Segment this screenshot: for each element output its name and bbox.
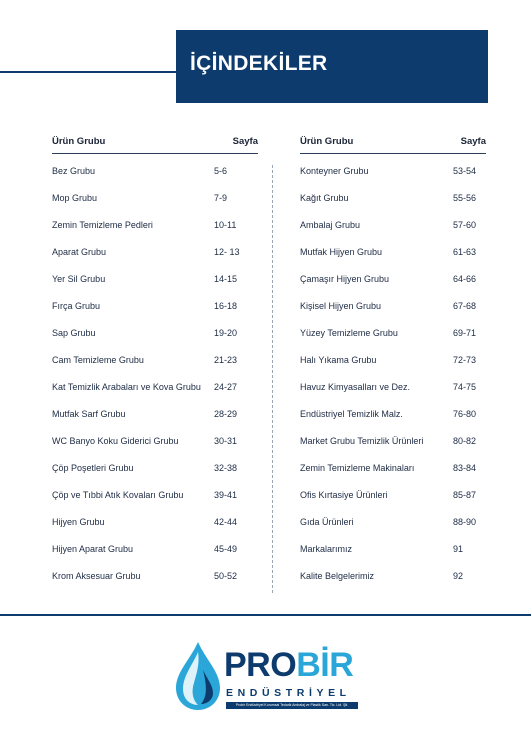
probir-logo xyxy=(170,640,370,720)
toc-entry xyxy=(52,571,258,598)
toc-entry-page: 83-84 xyxy=(453,463,477,473)
toc-entry xyxy=(52,382,258,409)
toc-entry-name: Halı Yıkama Grubu xyxy=(300,355,377,365)
toc-entry-page: 45-49 xyxy=(214,544,238,554)
column-header-name: Ürün Grubu xyxy=(300,136,354,147)
toc-entry-page: 19-20 xyxy=(214,328,238,338)
toc-entry-page: 55-56 xyxy=(453,193,477,203)
toc-entry-page: 21-23 xyxy=(214,355,238,365)
toc-entry-page: 14-15 xyxy=(214,274,238,284)
toc-entry xyxy=(52,436,258,463)
toc-entry xyxy=(52,463,258,490)
title-banner xyxy=(176,30,488,103)
header-rule xyxy=(0,71,176,73)
toc-entry-page: 24-27 xyxy=(214,382,238,392)
toc-entry-name: Hijyen Grubu xyxy=(52,517,105,527)
toc-entry-name: Çöp Poşetleri Grubu xyxy=(52,463,134,473)
toc-entry-name: WC Banyo Koku Giderici Grubu xyxy=(52,436,179,446)
toc-entry-page: 57-60 xyxy=(453,220,477,230)
toc-list xyxy=(300,166,486,598)
toc-entry xyxy=(52,274,258,301)
toc-entry-page: 69-71 xyxy=(453,328,477,338)
toc-entry-page: 92 xyxy=(453,571,464,581)
column-header-page: Sayfa xyxy=(232,136,258,147)
toc-entry-name: Kişisel Hijyen Grubu xyxy=(300,301,382,311)
toc-entry-name: Gıda Ürünleri xyxy=(300,517,354,527)
toc-entry-name: Aparat Grubu xyxy=(52,247,107,257)
toc-entry-name: Mutfak Hijyen Grubu xyxy=(300,247,383,257)
toc-entry xyxy=(52,301,258,328)
logo-tagline: Probir Endüstriyel Kurumsal Tedarik Ambalaj ve Plastik San. Tic. Ltd. Şti. xyxy=(226,702,358,709)
toc-entry xyxy=(52,355,258,382)
column-header xyxy=(300,136,486,154)
logo-wordmark xyxy=(224,648,353,682)
toc-entry-page: 91 xyxy=(453,544,464,554)
toc-entry xyxy=(52,328,258,355)
toc-entry-page: 28-29 xyxy=(214,409,238,419)
toc-entry-name: Markalarımız xyxy=(300,544,353,554)
toc-entry-name: Kat Temizlik Arabaları ve Kova Grubu xyxy=(52,382,201,392)
toc-entry xyxy=(52,166,258,193)
toc-entry-name: Konteyner Grubu xyxy=(300,166,369,176)
toc-entry-name: Çöp ve Tıbbi Atık Kovaları Grubu xyxy=(52,490,184,500)
toc-entry-name: Cam Temizleme Grubu xyxy=(52,355,144,365)
toc-entry xyxy=(300,274,486,301)
toc-entry xyxy=(300,220,486,247)
toc-entry xyxy=(300,463,486,490)
column-divider xyxy=(272,165,273,593)
toc-entry xyxy=(52,544,258,571)
toc-entry xyxy=(300,544,486,571)
toc-entry-page: 39-41 xyxy=(214,490,238,500)
toc-entry-page: 30-31 xyxy=(214,436,238,446)
toc-entry-name: Hijyen Aparat Grubu xyxy=(52,544,134,554)
toc-entry-name: Kalite Belgelerimiz xyxy=(300,571,375,581)
toc-entry xyxy=(52,517,258,544)
toc-entry-name: Mutfak Sarf Grubu xyxy=(52,409,126,419)
toc-entry-page: 80-82 xyxy=(453,436,477,446)
toc-right-column xyxy=(300,136,486,581)
toc-entry-page: 5-6 xyxy=(214,166,228,176)
toc-entry xyxy=(52,220,258,247)
toc-entry-name: Ambalaj Grubu xyxy=(300,220,361,230)
toc-entry-name: Havuz Kimyasalları ve Dez. xyxy=(300,382,411,392)
toc-entry-page: 53-54 xyxy=(453,166,477,176)
toc-entry-page: 67-68 xyxy=(453,301,477,311)
toc-entry xyxy=(300,571,486,598)
toc-entry-name: Zemin Temizleme Pedleri xyxy=(52,220,153,230)
toc-entry-name: Market Grubu Temizlik Ürünleri xyxy=(300,436,424,446)
toc-entry-page: 85-87 xyxy=(453,490,477,500)
toc-entry xyxy=(52,247,258,274)
toc-entry xyxy=(300,355,486,382)
logo-brand-part1: PRO xyxy=(224,646,297,684)
toc-entry-name: Krom Aksesuar Grubu xyxy=(52,571,141,581)
toc-entry-name: Fırça Grubu xyxy=(52,301,101,311)
toc-entry-page: 50-52 xyxy=(214,571,238,581)
toc-entry-page: 16-18 xyxy=(214,301,238,311)
toc-entry-page: 72-73 xyxy=(453,355,477,365)
toc-entry-name: Sap Grubu xyxy=(52,328,96,338)
column-header-page: Sayfa xyxy=(460,136,486,147)
water-drop-icon xyxy=(170,640,226,712)
toc-left-column xyxy=(52,136,258,581)
toc-entry xyxy=(300,517,486,544)
toc-entry-page: 42-44 xyxy=(214,517,238,527)
toc-entry xyxy=(300,490,486,517)
toc-entry-page: 64-66 xyxy=(453,274,477,284)
toc-entry xyxy=(300,328,486,355)
toc-entry-name: Yer Sil Grubu xyxy=(52,274,106,284)
toc-entry xyxy=(52,409,258,436)
toc-entry xyxy=(300,166,486,193)
toc-entry xyxy=(300,409,486,436)
toc-entry-page: 12- 13 xyxy=(214,247,240,257)
toc-entry-name: Ofis Kırtasiye Ürünleri xyxy=(300,490,388,500)
toc-entry-page: 61-63 xyxy=(453,247,477,257)
column-header xyxy=(52,136,258,154)
toc-entry-page: 32-38 xyxy=(214,463,238,473)
toc-entry xyxy=(300,247,486,274)
column-header-name: Ürün Grubu xyxy=(52,136,106,147)
toc-entry xyxy=(300,436,486,463)
toc-entry-name: Endüstriyel Temizlik Malz. xyxy=(300,409,403,419)
page-title: İÇİNDEKİLER xyxy=(190,52,328,75)
toc-entry xyxy=(300,301,486,328)
toc-entry-name: Zemin Temizleme Makinaları xyxy=(300,463,415,473)
toc-entry-name: Yüzey Temizleme Grubu xyxy=(300,328,398,338)
column-rule xyxy=(300,153,486,154)
toc-entry xyxy=(300,382,486,409)
logo-brand-part2: BİR xyxy=(296,646,354,684)
toc-entry xyxy=(300,193,486,220)
toc-entry-name: Çamaşır Hijyen Grubu xyxy=(300,274,390,284)
column-rule xyxy=(52,153,258,154)
toc-list xyxy=(52,166,258,598)
logo-subtitle: ENDÜSTRİYEL xyxy=(226,687,351,699)
toc-entry xyxy=(52,193,258,220)
toc-entry-page: 74-75 xyxy=(453,382,477,392)
toc-entry-page: 10-11 xyxy=(214,220,237,230)
toc-entry-name: Mop Grubu xyxy=(52,193,98,203)
footer-rule xyxy=(0,614,531,616)
toc-entry xyxy=(52,490,258,517)
toc-entry-page: 7-9 xyxy=(214,193,228,203)
toc-entry-name: Kağıt Grubu xyxy=(300,193,349,203)
toc-entry-page: 76-80 xyxy=(453,409,477,419)
toc-entry-page: 88-90 xyxy=(453,517,477,527)
toc-entry-name: Bez Grubu xyxy=(52,166,96,176)
